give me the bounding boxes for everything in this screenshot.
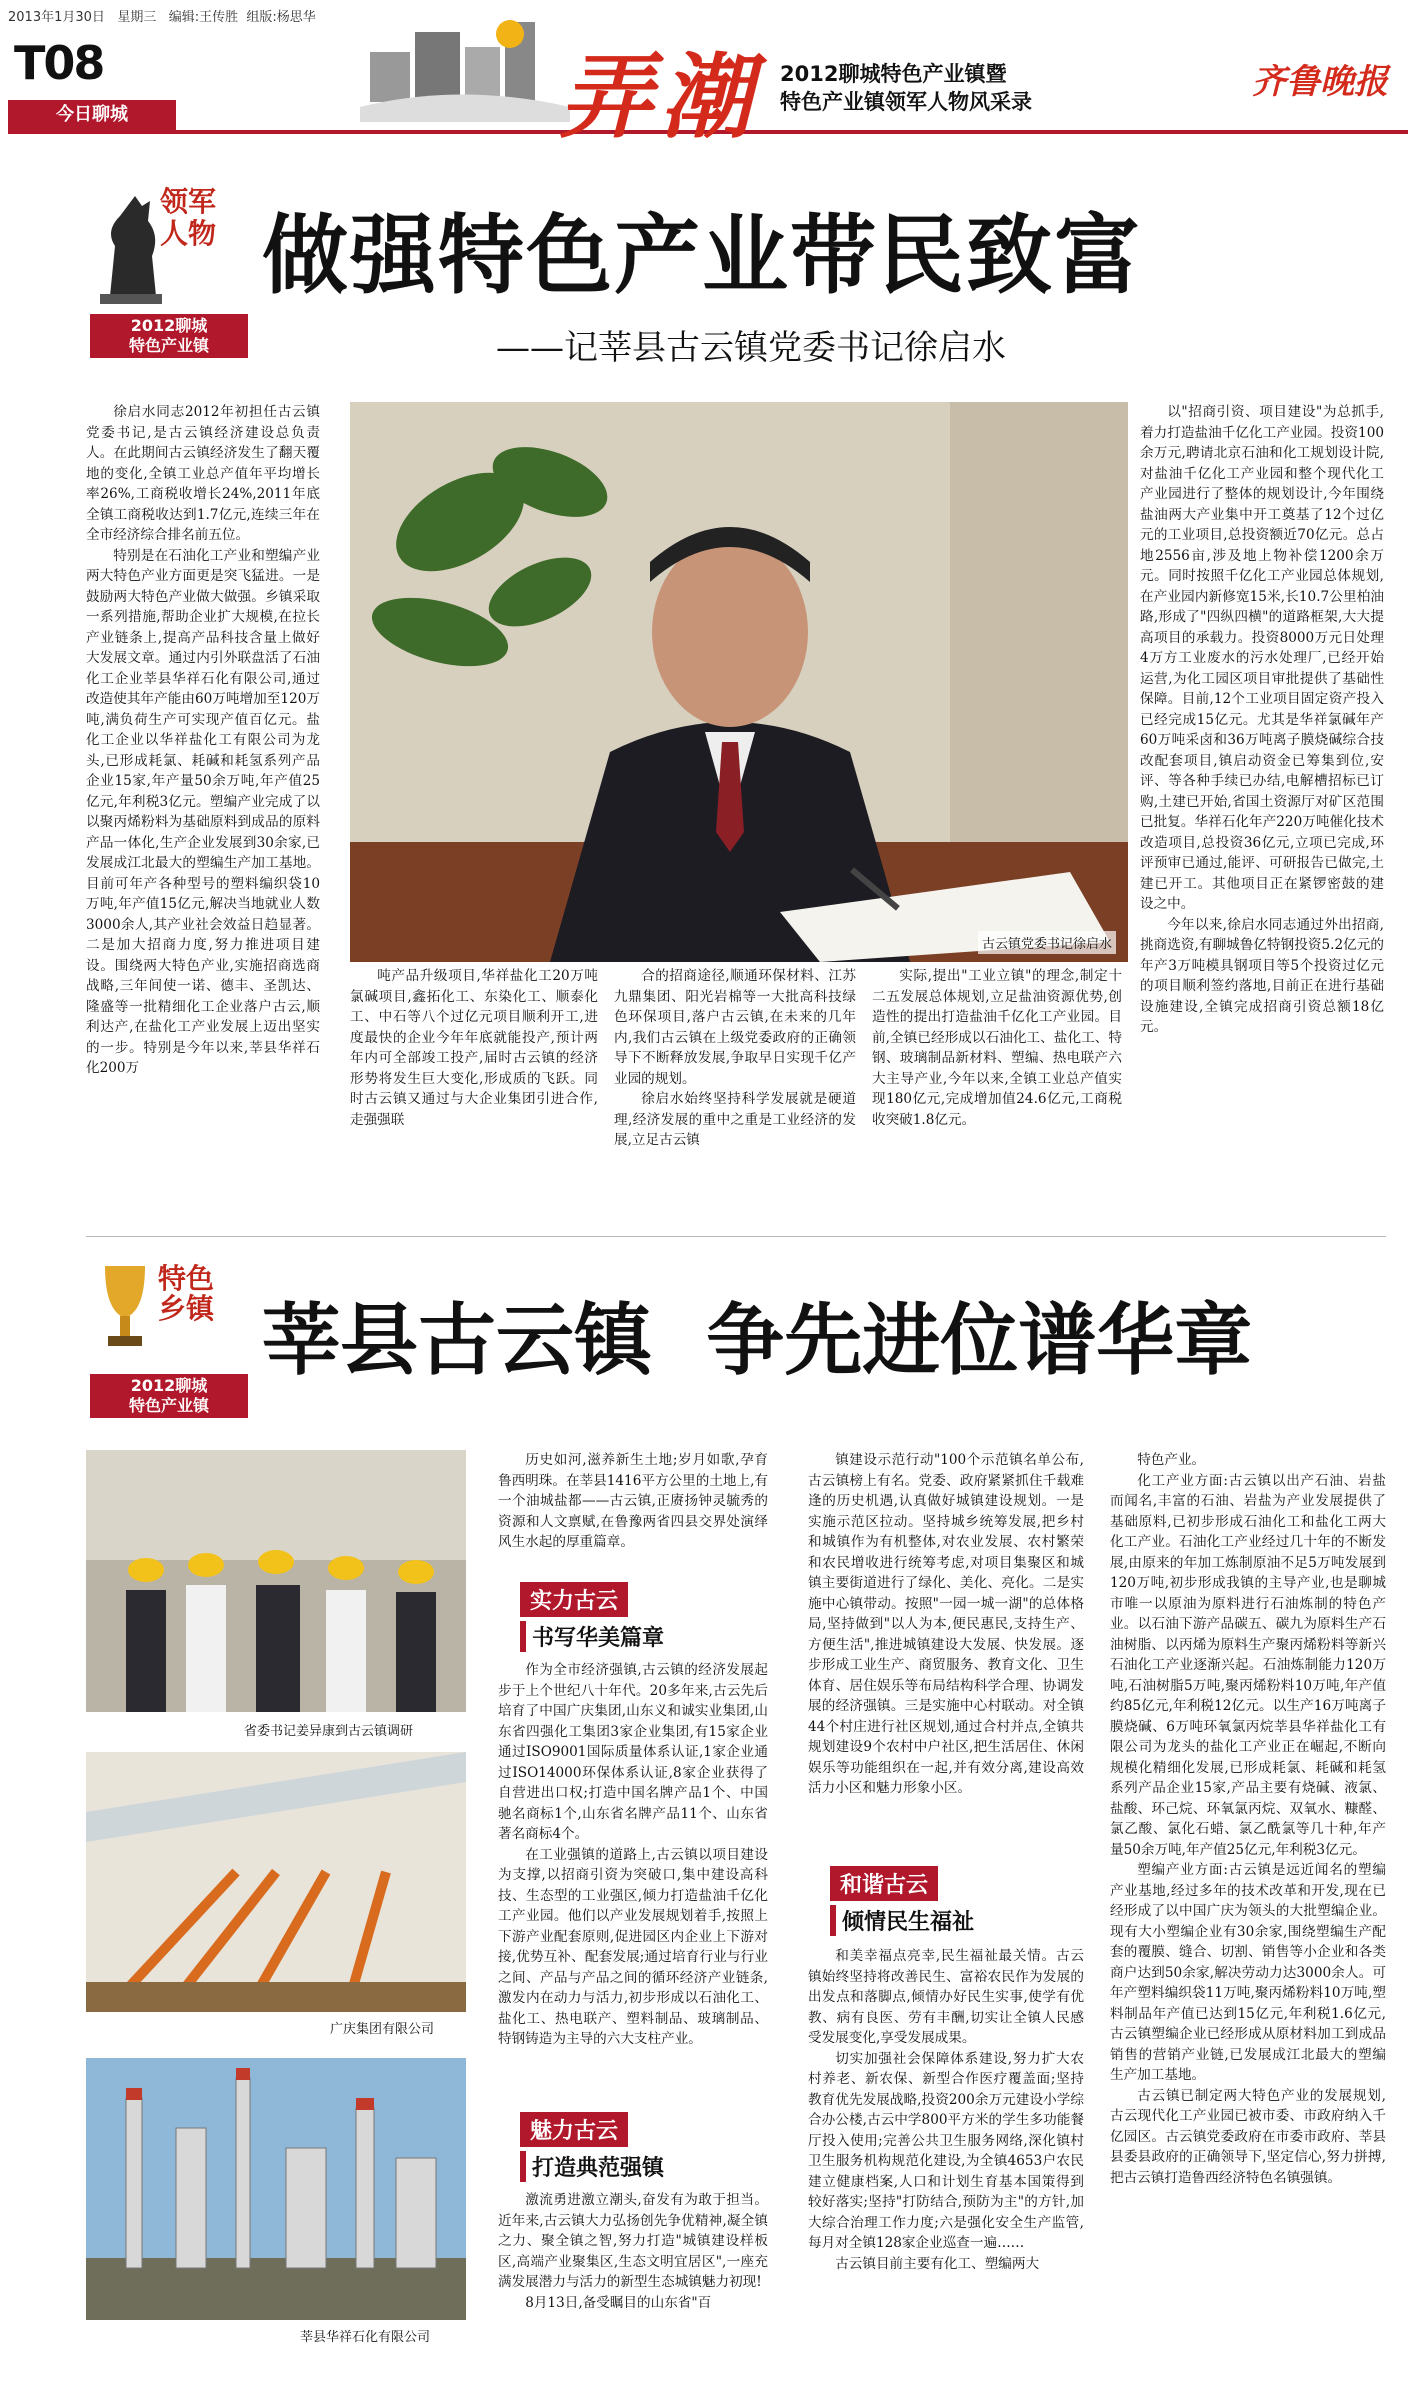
article2-col1-main <box>498 1660 768 2105</box>
paragraph: 以"招商引资、项目建设"为总抓手,着力打造盐油千亿化工产业园。投资100余万元,聘请北京石油和化工规划设计院,对盐油千亿化工产业园和整个现代化工产业园进行了整体的规划设计,今年围绕盐油两大产业集中开工奠基了12个过亿元的工业项目,总投资额近70亿元。总占地2556亩,涉及地上物补偿1200余万元。同时按照千亿化工产业园总体规划,在产业园内新修宽15米,长10.7公里柏油路,形成了"四纵四横"的道路框架,大大提高项目的承载力。投资8000万元日处理4万方工业废水的污水处理厂,已经开始运营,为化工园区项目审批提供了基础性保障。目前,12个工业项目固定资产投入已经完成15亿元。尤其是华祥氯碱年产60万吨采卤和36万吨离子膜烧碱综合技改配套项目,镇启动资金已筹集到位,安评、等各种手续已办结,电解槽招标已订购,土建已开始,省国土资源厅对矿区范围已批复。华祥石化年产220万吨催化技术改造项目,总投资36亿元,立项已完成,环评预审已通过,能评、可研报告已做完,土建已开工。其他项目正在紧锣密鼓的建设之中。 <box>1140 404 1384 912</box>
header-date-line <box>8 6 316 25</box>
series-title: 弄潮 <box>560 43 761 151</box>
article1-col5 <box>1140 402 1384 1202</box>
paragraph: 历史如河,滋养新生土地;岁月如歌,孕育鲁西明珠。在莘县1416平方公里的土地上,有一个油城盐都——古云镇,正赓扬钟灵毓秀的资源和人文禀赋,在鲁豫两省四县交界处演绎风生水起的厚重篇章。 <box>498 1452 768 1550</box>
article1-col2-text <box>350 966 598 1130</box>
paragraph: 今年以来,徐启水同志通过外出招商,挑商选资,有聊城鲁亿特钢投资5.2亿元的年产3万吨模具钢项目等5个投资过亿元的项目顺利签约落地,目前正在进行基础设施建设,全镇完成招商引资总额18亿元。 <box>1140 916 1384 1035</box>
paragraph: 8月13日,备受瞩目的山东省"百 <box>525 2294 712 2311</box>
article1-col5-text <box>1140 402 1384 1038</box>
subheading-harmony-a: 和谐古云 <box>830 1866 938 1901</box>
article2-caption-1: 省委书记姜异康到古云镇调研 <box>244 1724 414 1739</box>
article-divider <box>86 1236 1386 1237</box>
portrait-illustration <box>350 402 1128 962</box>
article1-col1 <box>86 402 320 1202</box>
article2-col3 <box>1110 1450 1386 2336</box>
article1-subheadline: ——记莘县古云镇党委书记徐启水 <box>496 328 1006 368</box>
paragraph: 切实加强社会保障体系建设,努力扩大农村养老、新农保、新型合作医疗覆盖面;坚持教育优先发展战略,投资200余万元建设小学综合办公楼,古云中学800平方米的学生多功能餐厅投入使用;完善公共卫生服务网络,深化镇村卫生服务机构规范化建设,为全镇4653户农民建立健康档案,人口和计划生育基本国策得到较好落实;坚持"打防结合,预防为主"的方针,加大综合治理工作力度;六是强化安全生产监管,每月对全镇128家企业巡查一遍…… <box>808 2050 1084 2251</box>
paragraph: 合的招商途径,顺通环保材料、江苏九鼎集团、阳光岩棉等一大批高科技绿色环保项目,落户古云镇,在未来的几年内,我们古云镇在上级党委政府的正确领导下不断释放发展,争取早日实现千亿产业园的规划。 <box>614 968 856 1087</box>
paragraph: 实际,提出"工业立镇"的理念,制定十二五发展总体规划,立足盐油资源优势,创造性的提出打造盐油千亿化工产业园。目前,全镇已经形成以石油化工、盐化工、特钢、玻璃制品新材料、塑编、热电联产六大主导产业,今年以来,全镇工业总产值实现180亿元,完成增加值24.6亿元,工商税收突破1.8亿元。 <box>872 968 1122 1128</box>
trophy-icon <box>90 1256 160 1356</box>
article2-col2-a-text <box>808 1450 1084 1799</box>
article1-col4-text <box>872 966 1122 1130</box>
subheading-harmony-b: 倾情民生福祉 <box>830 1905 1000 1936</box>
article2-col3-text <box>1110 1450 1386 2188</box>
article2-photo-3 <box>86 2058 466 2320</box>
subheading-charm-b: 打造典范强镇 <box>520 2151 690 2182</box>
badge-leader-label: 2012聊城 特色产业镇 <box>90 314 248 358</box>
section-label: 今日聊城 <box>8 100 176 130</box>
article1-photo <box>350 402 1128 962</box>
paragraph: 特色产业。 <box>1137 1452 1206 1468</box>
article2-col1-main-text <box>498 1660 768 2050</box>
paragraph: 作为全市经济强镇,古云镇的经济发展起步于上个世纪八十年代。20多年来,古云先后培育了中国广庆集团,山东义和诚实业集团,山东省四强化工集团3家企业集团,有15家企业通过ISO9001国际质量体系认证,1家企业通过ISO14000环保体系认证,8家企业获得了自营进出口权;打造中国名牌产品1个、中国驰名商标1个,山东省名牌产品11个、山东省著名商标4个。 <box>498 1662 768 1842</box>
header-date: 2013年1月30日 <box>8 10 105 25</box>
article2-headline: 莘县古云镇 争先进位谱华章 <box>262 1295 1253 1386</box>
paragraph: 古云镇目前主要有化工、塑编两大 <box>835 2255 1040 2272</box>
header-editor: 编辑:王传胜 <box>168 10 239 25</box>
article2-caption-2: 广庆集团有限公司 <box>330 2022 435 2037</box>
article2-photo-2 <box>86 1752 466 2012</box>
subheading-strength-b: 书写华美篇章 <box>520 1621 690 1652</box>
badge-leader <box>90 176 250 361</box>
page-number: T08 <box>14 36 104 90</box>
article1-col3 <box>614 966 856 1202</box>
subheading-charm <box>520 2112 690 2182</box>
header-building-illustration <box>360 12 570 122</box>
paragraph: 徐启水始终坚持科学发展就是硬道理,经济发展的重中之重是工业经济的发展,立足古云镇 <box>614 1091 856 1148</box>
article2-col1-end <box>498 2190 768 2336</box>
paragraph: 在工业强镇的道路上,古云镇以项目建设为支撑,以招商引资为突破口,集中建设高科技、生态型的工业强区,倾力打造盐油千亿化工产业园。他们以产业发展规划着手,按照上下游产业配套原则,促进园区内企业上下游对接,优势互补、配套发展;通过培育行业与行业之间、产品与产品之间的循环经济产业链条,激发内在动力与活力,初步形成以石油化工、盐化工、热电联产、塑料制品、玻璃制品、特钢铸造为主导的六大支柱产业。 <box>498 1846 768 2047</box>
paragraph: 吨产品升级项目,华祥盐化工20万吨氯碱项目,鑫拓化工、东染化工、顺泰化工、中石等八个过亿元项目顺利开工,进度最快的企业今年年底就能投产,预计两年内可全部竣工投产,届时古云镇的经济形势将发生巨大变化,形成质的飞跃。同时古云镇又通过与大企业集团引进合作,走强强联 <box>350 968 598 1128</box>
article2-col1-end-text <box>498 2190 768 2313</box>
article2-col2-b <box>808 1946 1084 2336</box>
paragraph: 塑编产业方面:古云镇是远近闻名的塑编产业基地,经过多年的技术改革和开发,现在已经形成了以中国广庆为领头的大批塑编企业。现有大小塑编企业有30余家,围绕塑编生产配套的覆膜、缝合、切割、销售等小企业和各类商户达到50余家,解决劳动力达3000余人。可年产塑料编织袋11万吨,聚丙烯粉料10万吨,塑料制品年产值已达到15亿元,年利税1.6亿元,古云镇塑编企业已经形成从原材料加工到成品销售的营销产业链,已发展成江北最大的塑编生产加工基地。 <box>1110 1862 1386 2083</box>
horse-statue-icon <box>90 176 170 306</box>
series-line-2: 特色产业镇领军人物风采录 <box>780 90 1032 114</box>
subheading-charm-a: 魅力古云 <box>520 2112 628 2147</box>
article2-col2-a <box>808 1450 1084 1858</box>
paragraph: 激流勇进激立潮头,奋发有为敢于担当。近年来,古云镇大力弘扬创先争优精神,凝全镇之力、聚全镇之智,努力打造"城镇建设样板区,高端产业聚集区,生态文明宜居区",一座充满发展潜力与活力的新型生态城镇魅力初现! <box>498 2192 768 2290</box>
header-layout: 组版:杨思华 <box>246 10 316 25</box>
paragraph: 和美幸福点亮幸,民生福祉最关情。古云镇始终坚持将改善民生、富裕农民作为发展的出发点和落脚点,倾情办好民生实事,使学有优教、病有良医、劳有丰酬,切实让全镇人民感受发展变化,享受发展成果。 <box>808 1948 1084 2046</box>
subheading-strength-a: 实力古云 <box>520 1582 628 1617</box>
article1-col1-text <box>86 402 320 1079</box>
article2-caption-3: 莘县华祥石化有限公司 <box>300 2330 431 2345</box>
paragraph: 古云镇已制定两大特色产业的发展规划,古云现代化工产业园已被市委、市政府纳入千亿园区。古云镇党委政府在市委市政府、莘县县委县政府的正确领导下,坚定信心,努力拼搏,把古云镇打造鲁西经济特色名镇强镇。 <box>1110 2087 1386 2186</box>
article1-col3-text <box>614 966 856 1151</box>
paragraph: 特别是在石油化工产业和塑编产业两大特色产业方面更是突飞猛进。一是鼓励两大特色产业做大做强。乡镇采取一系列措施,帮助企业扩大规模,在拉长产业链条上,提高产品科技含量上做好大发展文章。通过内引外联盘活了石油化工企业莘县华祥石化有限公司,通过改造使其年产能由60万吨增加至120万吨,满负荷生产可实现产值百亿元。盐化工企业以华祥盐化工有限公司为龙头,已形成耗氯、耗碱和耗氢系列产品企业15家,年产量50余万吨,年产值25亿元,年利税3亿元。塑编产业完成了以以聚丙烯粉料为基础原料到成品的原料产品一体化,生产企业发展到30余家,已发展成江北最大的塑编生产加工基地。目前可年产各种型号的塑料编织袋10万吨,年产值15亿元,解决当地就业人数3000余人,其产业社会效益日趋显著。二是加大招商力度,努力推进项目建设。围绕两大特色产业,实施招商选商战略,三年间使一诺、德丰、圣凯达、隆盛等一批精细化工企业落户古云,顺利达产,在盐化工产业发展上迈出坚实的一步。特别是今年以来,莘县华祥石化200万 <box>86 547 320 1076</box>
article2-col2-b-text <box>808 1946 1084 2274</box>
paper-name: 齐鲁晚报 <box>1252 62 1388 102</box>
paragraph: 镇建设示范行动"100个示范镇名单公布,古云镇榜上有名。党委、政府紧紧抓住千载难逢的历史机遇,认真做好城镇建设规划。一是实施示范区拉动。坚持城乡统筹发展,把乡村和城镇作为有机整体,对农业发展、农村繁荣和农民增收进行统筹考虑,对项目集聚区和城镇主要街道进行了绿化、美化、亮化。二是实施中心镇带动。按照"一园一城一湖"的总体格局,坚持做到"以人为本,便民惠民,支持生产、方便生活",推进城镇建设大发展、快发展。逐步形成工业生产、商贸服务、教育文化、卫生体育、居住娱乐等布局结构科学合理、协调发展的经济强镇。三是实施中心村联动。对全镇44个村庄进行社区规划,通过合村并点,全镇共规划建设9个农村中户社区,把生活居住、休闲娱乐等功能组织在一起,并有效分离,建设高效活力小区和魅力形象小区。 <box>808 1452 1084 1796</box>
article1-headline: 做强特色产业带民致富 <box>262 205 1142 306</box>
header-weekday: 星期三 <box>117 10 157 25</box>
article1-col2 <box>350 966 598 1202</box>
subheading-harmony <box>830 1866 1000 1936</box>
badge-town-title: 特色乡镇 <box>158 1262 215 1325</box>
badge-leader-title: 领军人物 <box>160 185 217 250</box>
article2-col1-intro <box>498 1450 768 1578</box>
article2-photo-1 <box>86 1450 466 1712</box>
subheading-strength <box>520 1582 690 1652</box>
paragraph: 徐启水同志2012年初担任古云镇党委书记,是古云镇经济建设总负责人。在此期间古云镇经济发生了翻天覆地的变化,全镇工业总产值年平均增长率26%,工商税收增长24%,2011年底全镇工商税收达到1.7亿元,连续三年在全市经济综合排名前五位。 <box>86 404 320 543</box>
article1-photo-caption: 古云镇党委书记徐启水 <box>978 931 1116 954</box>
badge-town <box>90 1256 250 1426</box>
paragraph: 化工产业方面:古云镇以出产石油、岩盐而闻名,丰富的石油、岩盐为产业发展提供了基础原料,已初步形成石油化工和盐化工两大化工产业。石油化工产业经过几十年的不断发展,由原来的年加工炼制原油不足5万吨发展到120万吨,初步形成我镇的主导产业,也是聊城市唯一以原油为原料进行石油炼制的特色产业。以石油下游产品碳五、碳九为原料生产石油树脂、以丙烯为原料生产聚丙烯粉料等新兴石油化工产业逐渐兴起。石油炼制能力120万吨,石油树脂5万吨,聚丙烯粉料10万吨,年产值约85亿元,年利税12亿元。以生产16万吨离子膜烧碱、6万吨环氧氯丙烷莘县华祥盐化工有限公司为龙头的盐化工产业正在崛起,不断向规模化精细化发展,已形成耗氯、耗碱和耗氢系列产品企业15家,产品主要有烧碱、液氯、盐酸、环己烷、环氧氯丙烷、双氧水、糠醛、氯乙酸、氯化石蜡、氯乙酰氯等几十种,年产量50余万吨,年产值25亿元,年利税3亿元。 <box>1110 1472 1386 1858</box>
series-line-1: 2012聊城特色产业镇暨 <box>780 62 1007 86</box>
badge-town-label: 2012聊城 特色产业镇 <box>90 1374 248 1418</box>
article2-col1-intro-text <box>498 1450 768 1553</box>
article1-col4 <box>872 966 1122 1202</box>
